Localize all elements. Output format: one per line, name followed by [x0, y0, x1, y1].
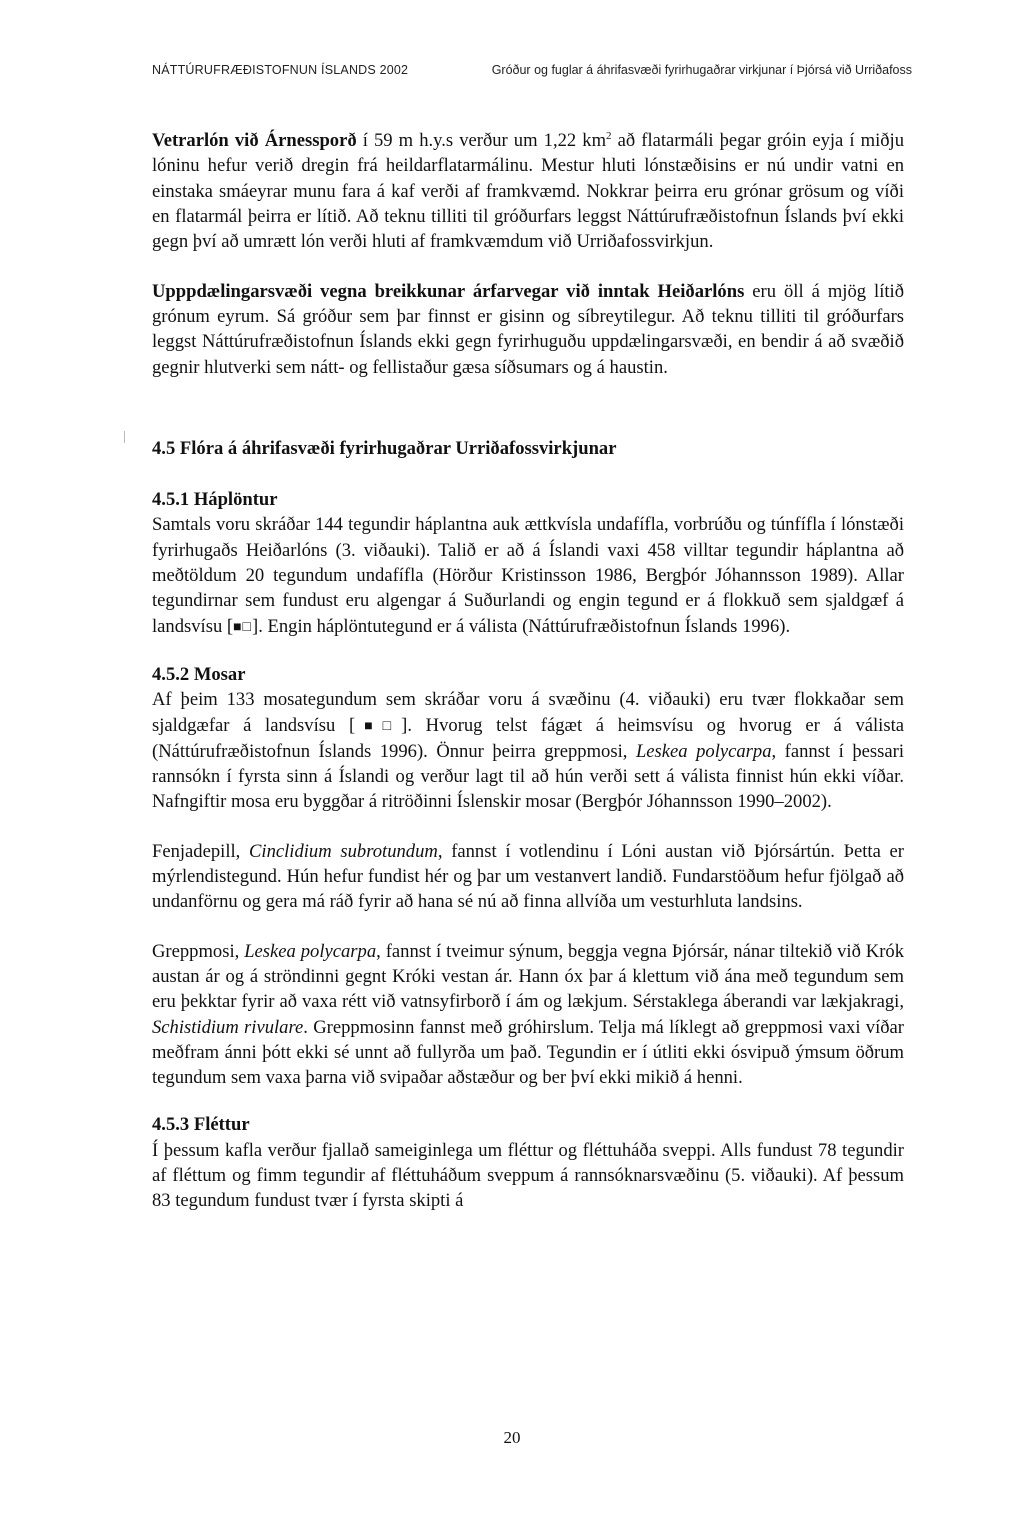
paragraph-flettur: Í þessum kafla verður fjallað sameiginlega um fléttur og fléttuháða sveppi. Alls fundust 78 tegundir af fléttum og fimm tegundir af fléttuháðum sveppum á rannsóknarsvæðinu (5. viðauki). Af þessum 83 tegundum fundust tvær í fyrsta skipti á	[152, 1139, 904, 1212]
section-heading-4-5: 4.5 Flóra á áhrifasvæði fyrirhugaðrar Urriðafossvirkjunar	[152, 437, 617, 459]
paragraph-text: í 59 m h.y.s verður um 1,22 km	[356, 130, 607, 152]
paragraph-haplontur: Samtals voru skráðar 144 tegundir háplantna auk ættkvísla undafífla, vorbrúðu og túnfífla í lónstæði fyrirhugaðs Heiðarlóns (3. viðauki). Talið er að á Íslandi vaxi 458 villtar tegundir háplantna að meðtöldum 20 tegundum undafífla (Hörður Kristinsson 1986, Bergþór Jóhannsson 1989). Allar tegundirnar sem fundust eru algengar á Suðurlandi og engin tegund er á flokkuð sem sjaldgæf á landsvísu [■□]. Engin háplöntutegund er á válista (Náttúrufræðistofnun Íslands 1996).	[152, 514, 904, 637]
paragraph-uppdaeling	[152, 279, 904, 380]
subsection-heading-4-5-1: 4.5.1 Háplöntur	[152, 489, 278, 511]
page-number: 20	[503, 1428, 521, 1447]
paragraph-vetrarlon	[152, 124, 904, 255]
rarity-symbol: ■□	[355, 718, 402, 734]
rarity-symbol: ■□	[233, 619, 253, 635]
superscript: 2	[606, 130, 612, 142]
species-name: Leskea polycarpa	[244, 940, 377, 962]
paragraph-text: að flatarmáli þegar gróin eyja í miðju lóninu hefur verið dregin frá heildarflatarmálinu. Mestur hluti lónstæðisins er nú undir vatni en einstaka smáeyrar munu fara á kaf verði af framkvæmd. Nokkrar þeirra eru grónar grösum og víði en flatarmál þeirra er lítið. Að teknu tilliti til gróðurfars leggst Náttúrufræðistofnun Íslands því ekki gegn því að umrætt lón verði hluti af framkvæmdum við Urriðafossvirkjun.	[152, 130, 905, 253]
paragraph-mosar-3: Greppmosi, Leskea polycarpa, fannst í tveimur sýnum, beggja vegna Þjórsár, nánar tiltekið við Krók austan ár og á ströndinni gegnt Króki vestan ár. Hann óx þar á klettum við ána með tegundum sem eru þekktar fyrir að vaxa rétt við vatnsyfirborð í ám og lækjum. Sérstaklega áberandi var lækjakragi, Schistidium rivulare. Greppmosinn fannst með gróhirslum. Telja má líklegt að greppmosi vaxi víðar meðfram ánni þótt ekki sé unnt að fullyrða um það. Tegundin er í útliti ekki ósvipuð ýmsum öðrum tegundum sem vaxa þarna við svipaðar aðstæður og ber því ekki mikið á henni.	[152, 940, 904, 1089]
paragraph-mosar-2: Fenjadepill, Cinclidium subrotundum, fannst í votlendinu í Lóni austan við Þjórsártún. Þetta er mýrlendistegund. Hún hefur fundist hér og þar um vestanvert landið. Fundarstöðum hefur fjölgað að undanförnu og gera má ráð fyrir að hana sé nú að finna allvíða um vesturhluta landsins.	[152, 840, 904, 913]
species-name: Leskea polycarpa	[635, 740, 772, 762]
header-report-title: Gróður og fuglar á áhrifasvæði fyrirhugaðrar virkjunar í Þjórsá við Urriðafoss	[491, 63, 912, 77]
paragraph-lead-bold: Upppdælingarsvæði vegna breikkunar árfarvegar við inntak Heiðarlóns	[152, 280, 745, 302]
header-institution: NÁTTÚRUFRÆÐISTOFNUN ÍSLANDS 2002	[152, 63, 409, 77]
running-header	[152, 63, 912, 77]
paragraph-mosar-1: Af þeim 133 mosategundum sem skráðar voru á svæðinu (4. viðauki) eru tvær flokkaðar sem sjaldgæfar á landsvísu [■□]. Hvorug telst fágæt á heimsvísu og hvorug er á válista (Náttúrufræðistofnun Íslands 1996). Önnur þeirra greppmosi, Leskea polycarpa, fannst í þessari rannsókn í fyrsta sinn á Íslandi og verður lagt til að hún verði sett á válista finnist hún ekki víðar. Nafngiftir mosa eru byggðar á ritröðinni Íslenskir mosar (Bergþór Jóhannsson 1990–2002).	[152, 689, 904, 813]
margin-mark	[124, 431, 125, 443]
paragraph-text: eru öll á mjög lítið grónum eyrum. Sá gróður sem þar finnst er gisinn og síbreytilegur. Að teknu tilliti til gróðurfars leggst Náttúrufræðistofnun Íslands ekki gegn fyrirhuguðu uppdælingarsvæði, en bendir á að svæðið gegnir hlutverki sem nátt- og fellistaður gæsa síðsumars og á haustin.	[152, 280, 904, 378]
page-body	[152, 124, 904, 1214]
species-name: Schistidium rivulare	[152, 1016, 304, 1038]
subsection-heading-4-5-3: 4.5.3 Fléttur	[152, 1114, 250, 1136]
subsection-heading-4-5-2: 4.5.2 Mosar	[152, 663, 246, 685]
paragraph-lead-bold: Vetrarlón við Árnessporð	[152, 130, 357, 152]
species-name: Cinclidium subrotundum	[249, 840, 438, 862]
